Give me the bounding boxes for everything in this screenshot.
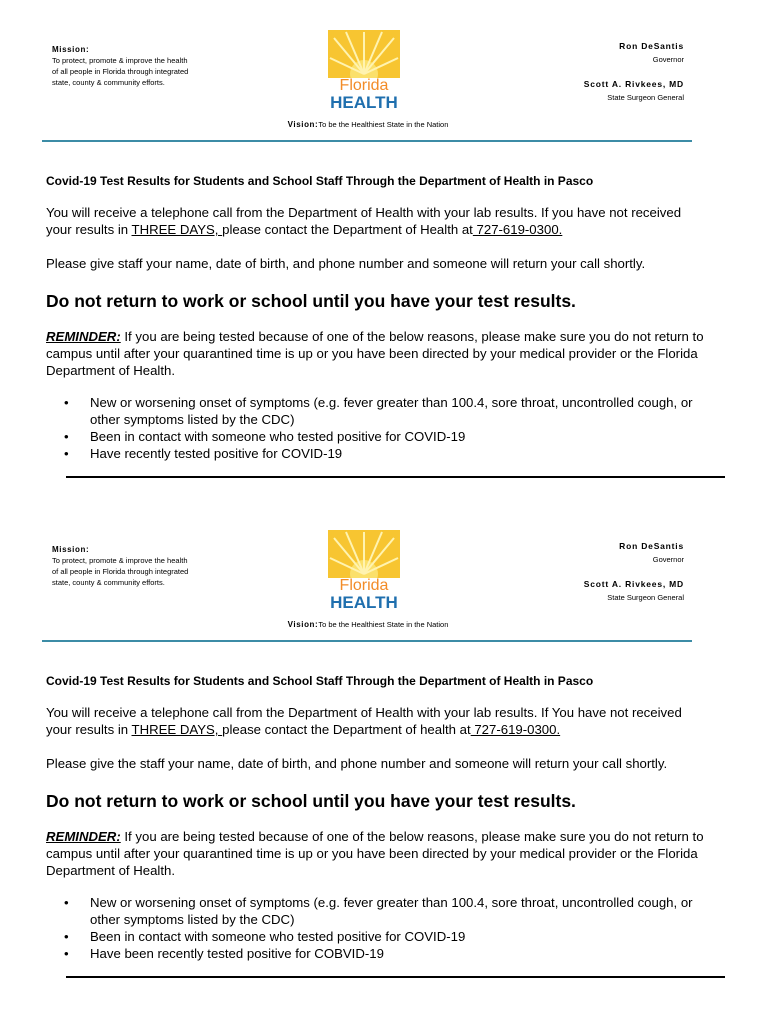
list-item: • Have recently tested positive for COVID-19 [64, 446, 343, 461]
results-call-paragraph [46, 704, 726, 738]
header-divider [42, 640, 692, 642]
list-item: • Have been recently tested positive for COBVID-19 [64, 946, 384, 961]
mission-line: To protect, promote & improve the health [52, 556, 188, 565]
vision-label: Vision: [287, 620, 319, 629]
staff-info-paragraph: Please give the staff your name, date of birth, and phone number and someone will return your call shortly. [46, 756, 668, 771]
vision-statement [0, 120, 736, 129]
bullet-dot-icon: • [64, 946, 69, 961]
staff-info-paragraph: Please give staff your name, date of birth, and phone number and someone will return your call shortly. [46, 256, 646, 271]
reminder-text: If you are being tested because of one of the below reasons, please make sure you do not return to campus until after your quarantined time is up or you have been directed by your medical provider or the Florida Department of Health. [46, 329, 704, 378]
p1-line1: You will receive a telephone call from the Department of Health with your lab results. If You have not received [46, 705, 682, 720]
list-item: • Been in contact with someone who tested positive for COVID-19 [64, 929, 466, 944]
bullet-dot-icon: • [64, 395, 69, 410]
governor-title: Governor [652, 555, 684, 564]
surgeon-general-title: State Surgeon General [607, 593, 684, 602]
mission-line: state, county & community efforts. [52, 78, 165, 87]
phone-number: 727-619-0300. [470, 722, 561, 737]
list-item: • New or worsening onset of symptoms (e.g. fever greater than 100.4, sore throat, uncontrolled cough, or other symptoms listed by the CDC) [64, 395, 693, 427]
notice-heading: Covid-19 Test Results for Students and School Staff Through the Department of Health in Pasco [46, 174, 594, 188]
bullet-dot-icon: • [64, 429, 69, 444]
mission-label: Mission: [52, 45, 90, 54]
reminder-paragraph [46, 828, 726, 879]
florida-health-logo-icon [328, 530, 400, 610]
three-days-text: THREE DAYS, [131, 722, 223, 737]
surgeon-general-title: State Surgeon General [607, 93, 684, 102]
surgeon-general-name: Scott A. Rivkees, MD [583, 79, 684, 89]
logo-text-bottom: HEALTH [330, 93, 398, 110]
do-not-return-warning: Do not return to work or school until you have your test results. [46, 791, 576, 811]
do-not-return-warning: Do not return to work or school until you have your test results. [46, 291, 576, 311]
notice-bottom [0, 500, 768, 1000]
header-divider [42, 140, 692, 142]
reminder-label: REMINDER: [46, 829, 121, 844]
p1-mid: please contact the Department of Health at [222, 222, 473, 237]
vision-label: Vision: [287, 120, 319, 129]
governor-name: Ron DeSantis [619, 541, 684, 551]
p1-pre: your results in [46, 222, 132, 237]
p1-mid: please contact the Department of health at [222, 722, 471, 737]
governor-name: Ron DeSantis [619, 41, 684, 51]
notice-top [0, 0, 768, 500]
mission-statement [52, 544, 222, 588]
reminder-paragraph [46, 328, 726, 379]
florida-health-logo-icon [328, 30, 400, 110]
phone-number: 727-619-0300. [472, 222, 563, 237]
logo-text-top: Florida [339, 77, 389, 94]
vision-statement [0, 620, 736, 629]
three-days-text: THREE DAYS, [131, 222, 223, 237]
mission-statement [52, 44, 222, 88]
notice-heading: Covid-19 Test Results for Students and School Staff Through the Department of Health in Pasco [46, 674, 594, 688]
officials-block [584, 540, 684, 604]
reasons-list [64, 394, 704, 462]
mission-label: Mission: [52, 545, 90, 554]
reminder-label: REMINDER: [46, 329, 121, 344]
list-item: • New or worsening onset of symptoms (e.g. fever greater than 100.4, sore throat, uncontrolled cough, or other symptoms listed by the CDC) [64, 895, 693, 927]
mission-line: To protect, promote & improve the health [52, 56, 188, 65]
p1-line1: You will receive a telephone call from the Department of Health with your lab results. If you have not received [46, 205, 682, 220]
list-item: • Been in contact with someone who tested positive for COVID-19 [64, 429, 466, 444]
bullet-dot-icon: • [64, 895, 69, 910]
vision-text: To be the Healthiest State in the Nation [318, 620, 449, 629]
mission-line: state, county & community efforts. [52, 578, 165, 587]
reminder-text: If you are being tested because of one of the below reasons, please make sure you do not return to campus until after your quarantined time is up or you have been directed by your medical provider or the Florida Department of Health. [46, 829, 704, 878]
surgeon-general-name: Scott A. Rivkees, MD [583, 579, 684, 589]
reasons-list [64, 894, 704, 962]
section-divider [66, 476, 725, 478]
mission-line: of all people in Florida through integrated [52, 567, 189, 576]
logo-text-bottom: HEALTH [330, 593, 398, 610]
officials-block [584, 40, 684, 104]
mission-line: of all people in Florida through integrated [52, 67, 189, 76]
results-call-paragraph [46, 204, 726, 238]
bullet-dot-icon: • [64, 446, 69, 461]
bullet-dot-icon: • [64, 929, 69, 944]
governor-title: Governor [652, 55, 684, 64]
section-divider [66, 976, 725, 978]
logo-text-top: Florida [339, 577, 389, 594]
vision-text: To be the Healthiest State in the Nation [318, 120, 449, 129]
p1-pre: your results in [46, 722, 132, 737]
